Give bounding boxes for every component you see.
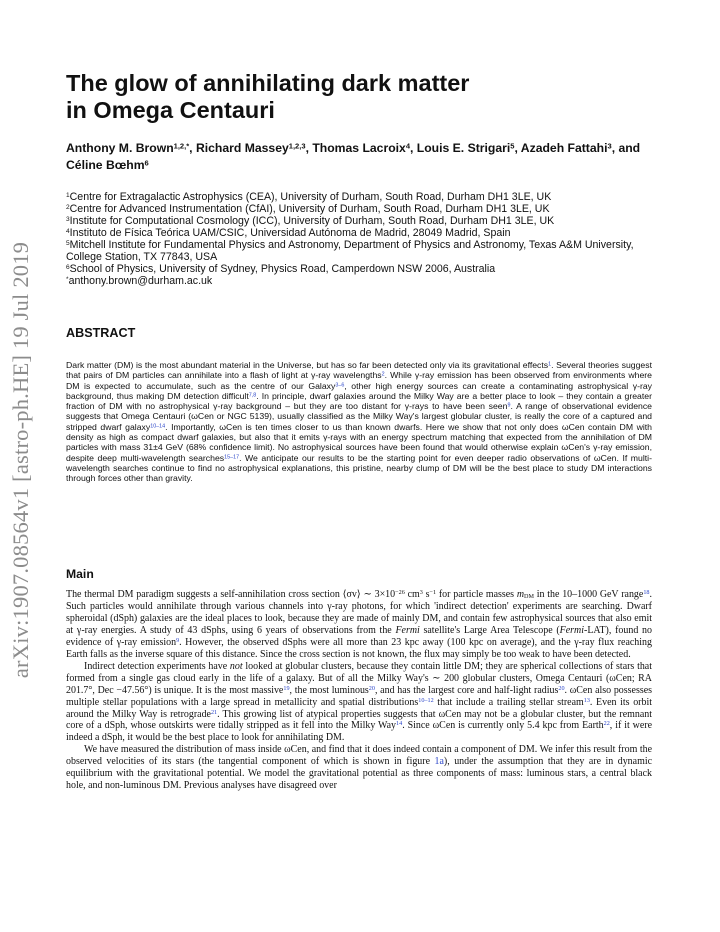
italic-term: Fermi (395, 624, 420, 636)
abstract-text (66, 360, 652, 484)
affiliation-mark: 2 (66, 204, 70, 212)
affiliation-mark: 6 (66, 264, 70, 272)
italic-term: Fermi (559, 624, 584, 636)
citation-link[interactable]: 10–14 (150, 423, 166, 430)
citation-link[interactable]: 15–17 (224, 454, 240, 461)
citation-link[interactable]: 9 (507, 402, 511, 409)
citation-link[interactable]: 2 (381, 371, 385, 378)
author-name: Thomas Lacroix (312, 141, 406, 155)
affiliation-item (66, 203, 666, 215)
abstract-sentence: . While γ-ray emission has been observed from environments where DM is expected to accumulate, such as the centre of our Galaxy (66, 370, 652, 391)
arxiv-identifier-stamp: arXiv:1907.08564v1 [astro-ph.HE] 19 Jul 2019 (8, 241, 33, 679)
text-run: cm (404, 589, 420, 600)
figure-reference-link[interactable]: 1a (434, 756, 444, 768)
citation-link[interactable]: 22 (603, 721, 610, 728)
affiliation-item (66, 239, 666, 263)
text-run: . However, the observed dSphs were all more than 23 kpc away (100 kpc on average), and the γ-ray flux reaching Earth falls as the inverse square of this distance. Since the cross section is not known, the flux may simply be too weak to have been detected. (66, 636, 652, 660)
main-body-text (66, 589, 652, 792)
text-run: satellite's Large Area Telescope ( (419, 624, 560, 636)
corresponding-email[interactable] (66, 275, 666, 287)
italic-term: not (229, 660, 243, 672)
author-affiliation-mark: 1,2,3 (288, 141, 306, 151)
abstract-sentence: Dark matter (DM) is the most abundant material in the Universe, but has so far been detected only via its gravitational effects (66, 360, 549, 370)
text-run: . Even its orbit around the Milky Way is retrograde (66, 696, 652, 720)
text-run: , if it were indeed a dSph, it would be the best place to look for annihilating DM. (66, 720, 652, 744)
affiliation-mark: 3 (66, 216, 70, 224)
author-name: Azadeh Fattahi (520, 141, 608, 155)
affiliation-mark: 5 (66, 240, 70, 248)
text-run: . This growing list of atypical properties suggests that ωCen may not be a globular cluster, but the remnant core of a dSph, whose outskirts were tidally stripped as it fell into the Milky Way (66, 708, 652, 732)
abstract-sentence: . Several theories suggest that pairs of DM particles can annihilate into a flash of light at γ-ray wavelengths (66, 360, 652, 381)
author-name: Louis E. Strigari (416, 141, 511, 155)
abstract-sentence: , other high energy sources can create a contaminating astrophysical γ-ray background, thus making DM detection difficult (66, 380, 653, 401)
abstract-sentence: . Importantly, ωCen is ten times closer to us than known dwarfs. Here we show that not only does ωCen contain DM with density as high as compact dwarf galaxies, but also that it emits γ-rays with an energy spectrum matching that expected from the annihilation of DM particles with mass 31±4 GeV (68% confidence limit). No astrophysical sources have been found that would otherwise explain ωCen's γ-ray emission, despite deep multi-wavelength searches (66, 421, 652, 463)
affiliation-item (66, 263, 666, 275)
exponent: 3 (419, 590, 423, 597)
text-run: in the 10–1000 GeV range (533, 589, 644, 600)
body-paragraph (66, 589, 652, 661)
math-symbol: m (516, 589, 525, 600)
text-run: . Since ωCen is currently only 5.4 kpc from Earth (402, 720, 604, 732)
text-run: -LAT), found no evidence of γ-ray emission (66, 624, 652, 648)
math-subscript: DM (524, 594, 534, 601)
text-run: . Such particles would annihilate through various channels into γ-ray photons, for which 'indirect detection' experiments are searching. Dwarf spheroidal (dSph) galaxies are the ideal places to look, because they are made of mainly DM, and contain few astrophysical sources that also emit at γ-ray energies. A study of 43 dSphs, using 6 years of observations from the (66, 589, 652, 636)
author-name: Céline Bœhm (66, 158, 145, 172)
citation-link[interactable]: 20 (368, 685, 375, 692)
text-run: The thermal DM paradigm suggests a self-annihilation cross section ⟨σv⟩ ∼ 3×10 (66, 589, 396, 600)
text-run: that include a trailing stellar stream (433, 696, 584, 708)
affiliation-text: Centre for Extragalactic Astrophysics (CEA), University of Durham, South Road, Durham DH1 3LE, UK (69, 191, 552, 203)
author-name: Anthony M. Brown (66, 141, 174, 155)
citation-link[interactable]: 19 (283, 685, 290, 692)
section-heading-main: Main (66, 567, 94, 581)
exponent: −1 (429, 590, 437, 597)
citation-link[interactable]: 9 (176, 638, 180, 645)
affiliation-mark: 1 (66, 192, 70, 200)
author-list: Anthony M. Brown$^{1,2,*}$, Richard Massey$^{1,2,3}$, Thomas Lacroix$^4$, Louis E. Strigari$^5$, Azadeh Fattahi$^3$, and Céline Bœhm$^6$ (66, 141, 641, 172)
text-run: Indirect detection experiments have (84, 660, 230, 672)
text-run: s (422, 589, 430, 600)
text-run: looked at globular clusters, because they contain little DM; they are spherical collections of stars that formed from a single gas cloud early in the life of a galaxy. But of all the Milky Way's ∼ 200 globular clusters, Omega Centauri (ωCen; RA 201.7°, Dec −47.56°) is unique. It is the most massive (66, 660, 652, 696)
affiliation-mark: 4 (66, 228, 70, 236)
affiliation-text: Mitchell Institute for Fundamental Physics and Astronomy, Department of Physics and Astronomy, Texas A&M University, College Station, TX 77843, USA (66, 239, 634, 263)
abstract-sentence: . In principle, dwarf galaxies around the Milky Way are a better place to look – they contain a greater fraction of DM with no astrophysical γ-ray background – but they are too distant for γ-rays to have been seen (66, 390, 652, 412)
citation-link[interactable]: 21 (210, 709, 218, 716)
page-title (66, 70, 586, 124)
text-run: We have measured the distribution of mass inside ωCen, and find that it does indeed contain a component of DM. We infer this result from the observed velocities of its stars (the tangential component of which is shown in figure (66, 744, 652, 768)
affiliation-item (66, 215, 666, 227)
affiliation-item (66, 191, 666, 203)
citation-link[interactable]: 10–12 (418, 697, 434, 704)
citation-link[interactable]: 18 (643, 590, 650, 597)
author-affiliation-mark: 6 (144, 158, 149, 168)
abstract-heading: ABSTRACT (66, 326, 136, 340)
citation-link[interactable]: 20 (558, 685, 565, 692)
body-paragraph (66, 661, 652, 745)
abstract-sentence: . We anticipate our results to be the starting point for even deeper radio observations of ωCen. If multi-wavelength searches continue to find no astrophysical explanations, this pristine, nearby clump of DM will be the best place to study DM interactions through forces other than gravity. (66, 452, 652, 484)
citation-link[interactable]: 3–6 (335, 382, 345, 389)
affiliation-list (66, 191, 666, 287)
affiliation-item (66, 227, 666, 239)
author-affiliation-mark: 1,2,* (173, 141, 190, 151)
affiliation-text: Instituto de Física Teórica UAM/CSIC, Universidad Autónoma de Madrid, 28049 Madrid, Spain (69, 227, 511, 239)
author-affiliation-mark: 4 (405, 141, 411, 151)
citation-link[interactable]: 7,8 (248, 392, 257, 399)
citation-link[interactable]: 13 (583, 697, 590, 704)
exponent: −26 (395, 590, 405, 597)
affiliation-text: Centre for Advanced Instrumentation (CfAI), University of Durham, South Road, Durham DH1 3LE, UK (69, 203, 550, 215)
text-run: , and has the largest core and half-light radius (374, 684, 559, 696)
affiliation-mark: * (66, 276, 69, 284)
author-affiliation-mark: 5 (510, 141, 515, 151)
title-line-2: in Omega Centauri (66, 97, 275, 123)
abstract-sentence: . A range of observational evidence suggests that Omega Centauri (ωCen or NGC 5139), usually classified as the Milky Way's largest globular cluster, is really the core of a captured and stripped dwarf galaxy (66, 401, 652, 432)
affiliation-text: School of Physics, University of Sydney, Physics Road, Camperdown NSW 2006, Australia (69, 263, 496, 275)
email-text[interactable]: anthony.brown@durham.ac.uk (68, 275, 213, 287)
text-run: . ωCen also possesses multiple stellar populations with a large spread in metallicity and spatial distributions (66, 684, 652, 708)
author-affiliation-mark: 3 (607, 141, 612, 151)
affiliation-text: Institute for Computational Cosmology (ICC), University of Durham, South Road, Durham DH1 3LE, UK (69, 215, 555, 227)
citation-link[interactable]: 1 (548, 361, 552, 368)
text-run: for particle masses (436, 589, 517, 600)
body-paragraph (66, 744, 652, 792)
text-run: ), under the assumption that they are in dynamic equilibrium with the gravitational potential. We model the gravitational potential as three components of mass: luminous stars, a central black hole, and non-luminous DM. Previous analyses have disagreed over (66, 756, 652, 792)
citation-link[interactable]: 14 (396, 721, 403, 728)
title-line-1: The glow of annihilating dark matter (66, 70, 470, 96)
author-name: Richard Massey (195, 141, 289, 155)
text-run: , the most luminous (289, 684, 369, 696)
